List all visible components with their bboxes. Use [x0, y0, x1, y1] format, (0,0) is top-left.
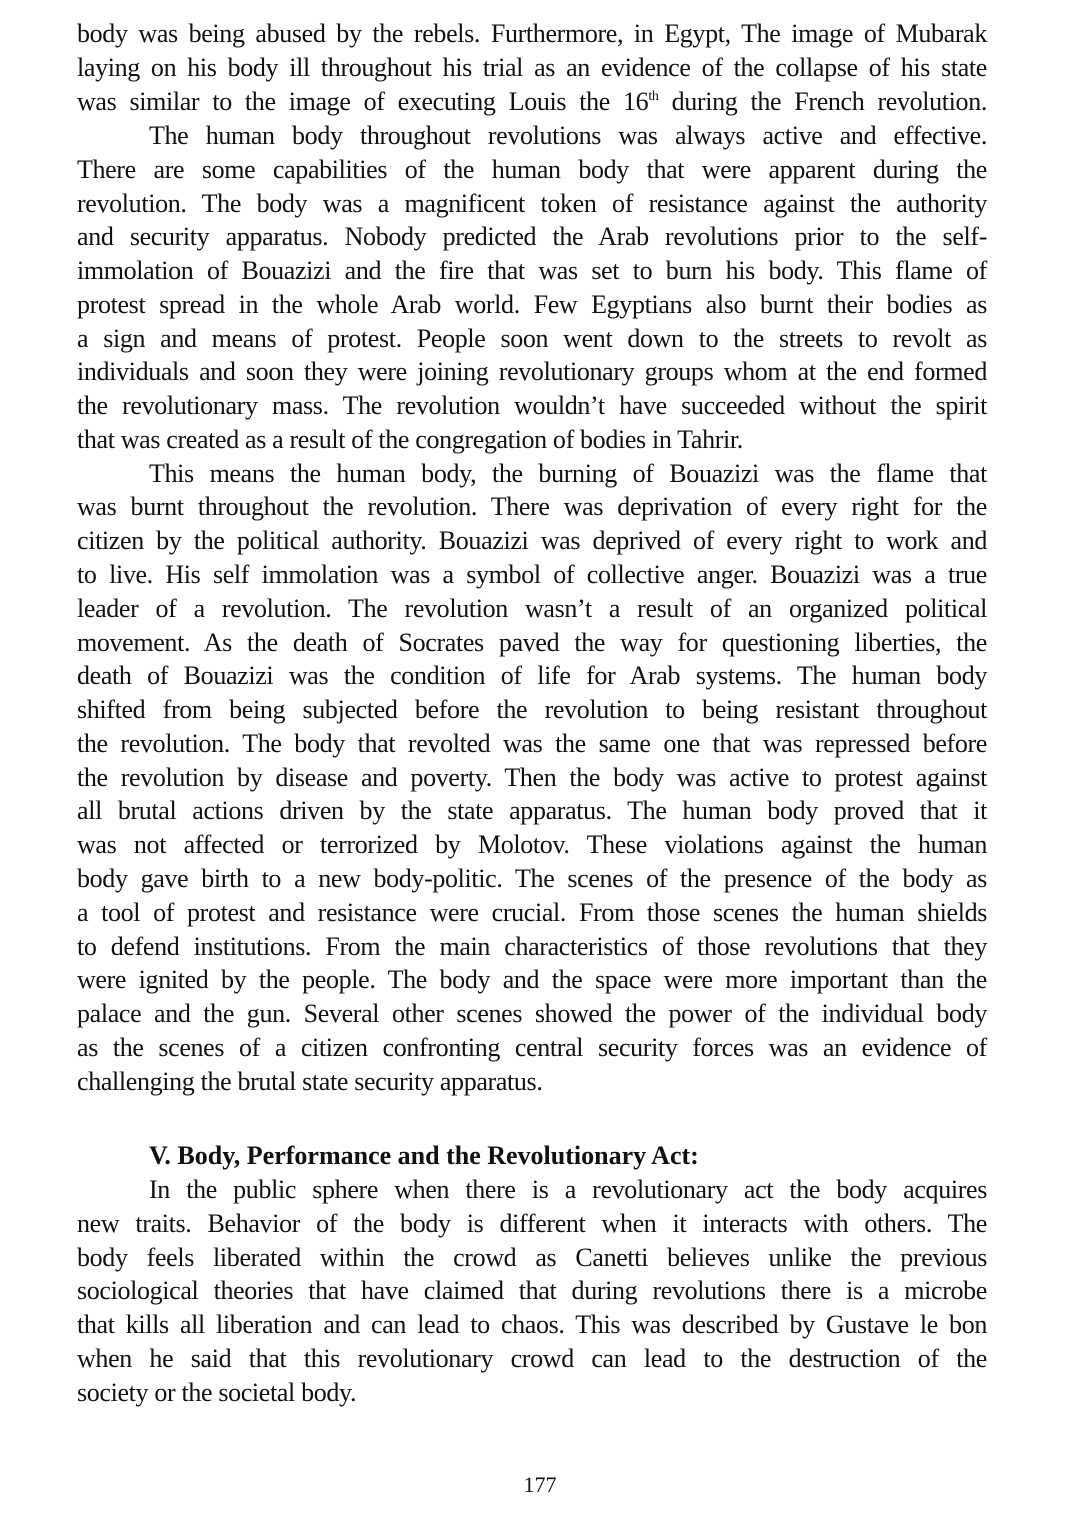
text-line: was not affected or terrorized by Molotov. These violations against the human: [77, 830, 987, 859]
text-line: body gave birth to a new body-politic. The scenes of the presence of the body as: [77, 864, 987, 893]
text-line: were ignited by the people. The body and the space were more important than the: [77, 965, 987, 994]
text-line: and security apparatus. Nobody predicted the Arab revolutions prior to the self-: [77, 222, 987, 251]
text-line: shifted from being subjected before the revolution to being resistant throughout: [77, 695, 987, 724]
text-fragment: during the French revolution.: [658, 87, 987, 116]
text-line: when he said that this revolutionary crowd can lead to the destruction of the: [77, 1344, 987, 1373]
text-line: to live. His self immolation was a symbol of collective anger. Bouazizi was a true: [77, 560, 987, 589]
text-line: that kills all liberation and can lead to chaos. This was described by Gustave le bon: [77, 1310, 987, 1339]
text-line: death of Bouazizi was the condition of life for Arab systems. The human body: [77, 661, 987, 690]
paragraph-last-line: society or the societal body.: [77, 1378, 357, 1407]
text-line: protest spread in the whole Arab world. Few Egyptians also burnt their bodies as: [77, 290, 987, 319]
text-line: leader of a revolution. The revolution wasn’t a result of an organized political: [77, 594, 987, 623]
text-line: sociological theories that have claimed that during revolutions there is a microbe: [77, 1276, 987, 1305]
section-heading: V. Body, Performance and the Revolutionary Act:: [149, 1141, 699, 1170]
text-line: all brutal actions driven by the state apparatus. The human body proved that it: [77, 796, 987, 825]
text-line: the revolution. The body that revolted was the same one that was repressed before: [77, 729, 987, 758]
text-line: citizen by the political authority. Bouazizi was deprived of every right to work and: [77, 526, 987, 555]
text-line: a tool of protest and resistance were crucial. From those scenes the human shields: [77, 898, 987, 927]
text-line: as the scenes of a citizen confronting central security forces was an evidence of: [77, 1033, 987, 1062]
text-line: the revolutionary mass. The revolution wouldn’t have succeeded without the spirit: [77, 391, 987, 420]
paragraph-last-line: challenging the brutal state security apparatus.: [77, 1067, 543, 1096]
text-line: palace and the gun. Several other scenes showed the power of the individual body: [77, 999, 987, 1028]
page-number: 177: [523, 1472, 557, 1497]
text-line: movement. As the death of Socrates paved the way for questioning liberties, the: [77, 628, 987, 657]
text-line: individuals and soon they were joining revolutionary groups whom at the end formed: [77, 357, 987, 386]
text-line: new traits. Behavior of the body is different when it interacts with others. The: [77, 1209, 987, 1238]
text-line: immolation of Bouazizi and the fire that was set to burn his body. This flame of: [77, 256, 987, 285]
text-fragment: was similar to the image of executing Louis the 16: [77, 87, 649, 116]
paragraph-first-line: In the public sphere when there is a revolutionary act the body acquires: [149, 1175, 987, 1204]
text-line: body was being abused by the rebels. Furthermore, in Egypt, The image of Mubarak: [77, 19, 987, 48]
paragraph-last-line: that was created as a result of the congregation of bodies in Tahrir.: [77, 425, 743, 454]
paragraph-first-line: The human body throughout revolutions was always active and effective.: [149, 121, 987, 150]
paragraph-first-line: This means the human body, the burning of Bouazizi was the flame that: [149, 459, 987, 488]
text-line-with-superscript: [77, 85, 987, 119]
ordinal-superscript: th: [648, 89, 659, 104]
text-line: laying on his body ill throughout his trial as an evidence of the collapse of his state: [77, 53, 987, 82]
text-line: a sign and means of protest. People soon went down to the streets to revolt as: [77, 324, 987, 353]
text-line: to defend institutions. From the main characteristics of those revolutions that they: [77, 932, 987, 961]
text-line: revolution. The body was a magnificent token of resistance against the authority: [77, 189, 987, 218]
text-line: body feels liberated within the crowd as Canetti believes unlike the previous: [77, 1243, 987, 1272]
text-line: There are some capabilities of the human body that were apparent during the: [77, 155, 987, 184]
text-line: was burnt throughout the revolution. There was deprivation of every right for the: [77, 492, 987, 521]
text-line: the revolution by disease and poverty. Then the body was active to protest against: [77, 763, 987, 792]
